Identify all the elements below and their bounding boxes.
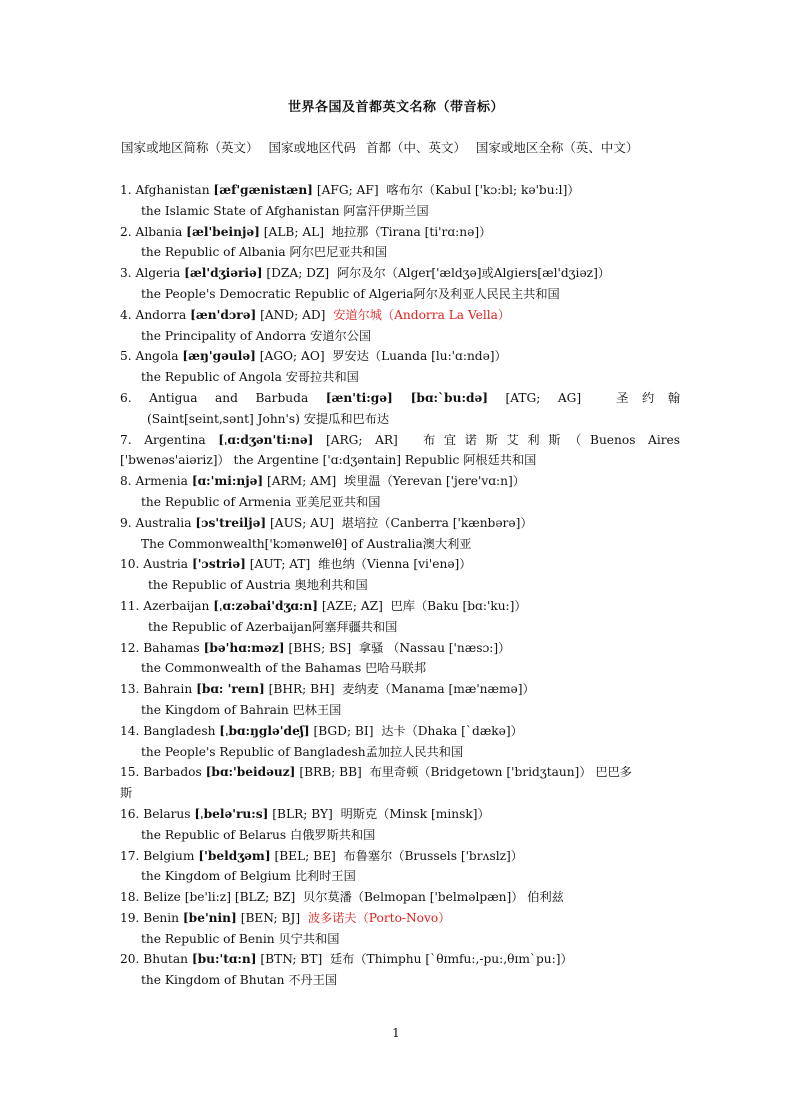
- country-code: [BEL; BE]: [274, 848, 336, 863]
- entry-main-line: [120, 721, 680, 742]
- country-name: Bahrain: [143, 682, 193, 697]
- entry-full-name: the Republic of Austria 奥地利共和国: [148, 578, 368, 593]
- entry-full-name: the Principality of Andorra 安道尔公国: [141, 328, 372, 343]
- capital: 堪培拉（Canberra ['kænbərə]）: [341, 515, 533, 530]
- country-entry: [120, 513, 680, 555]
- country-entry: [120, 471, 680, 513]
- capital: 阿尔及尔（Alger['ældʒə]或Algiers[æl'dʒiəz]）: [336, 266, 611, 281]
- country-code: [ARM; AM]: [267, 474, 337, 489]
- country-code: [ARG; AR]: [325, 432, 398, 447]
- entry-main-line: [120, 762, 680, 783]
- country-name: Bahamas: [143, 640, 200, 655]
- entry-main-line: [120, 305, 680, 326]
- country-name: Argentina: [144, 432, 206, 447]
- entry-full-name: the Islamic State of Afghanistan 阿富汗伊斯兰国: [141, 203, 429, 218]
- country-name: Bangladesh: [143, 723, 216, 738]
- capital: 布里奇顿（Bridgetown ['bridʒtaun]） 巴巴多: [369, 765, 632, 780]
- entry-full-name: (Saint[seint,sənt] John's) 安提瓜和巴布达: [147, 411, 390, 426]
- country-name: Belize: [143, 890, 181, 905]
- page-number: 1: [392, 1026, 400, 1040]
- phonetic: ['beldʒəm]: [198, 848, 271, 863]
- entry-main-line: [120, 513, 680, 534]
- phonetic: [æl'beinjə]: [186, 224, 260, 239]
- capital: 麦纳麦（Manama [mæ'næmə]）: [342, 682, 535, 697]
- entry-number: 9.: [120, 515, 132, 530]
- capital: 廷布（Thimphu [`θɪmfu:,-pu:,θɪm`pu:]）: [330, 952, 573, 967]
- entry-full-name: the Republic of Angola 安哥拉共和国: [141, 370, 359, 385]
- country-name: Albania: [135, 224, 183, 239]
- capital: 布宜诺斯艾利斯（Buenos Aires: [422, 432, 680, 447]
- entry-main-line: [120, 346, 680, 367]
- entry-number: 20.: [120, 952, 140, 967]
- country-name: Australia: [135, 515, 192, 530]
- country-entry: [120, 263, 680, 305]
- phonetic: [ɔs'treiljə]: [195, 515, 267, 530]
- capital: 布鲁塞尔（Brussels ['brʌslz]）: [343, 848, 523, 863]
- country-code: [ATG; AG]: [505, 390, 582, 405]
- country-entry: [120, 721, 680, 763]
- country-list: [120, 180, 680, 991]
- country-code: [AUT; AT]: [249, 557, 311, 572]
- capital: 明斯克（Minsk [minsk]）: [340, 806, 490, 821]
- entry-full-name: the Republic of Armenia 亚美尼亚共和国: [141, 494, 381, 509]
- phonetic: [be'nin]: [182, 910, 237, 925]
- entry-number: 12.: [120, 640, 140, 655]
- entry-full-name: the Republic of Belarus 白俄罗斯共和国: [141, 827, 376, 842]
- phonetic: [bu:'tɑ:n]: [191, 952, 257, 967]
- entry-main-line: [120, 887, 680, 908]
- entry-full-name: The Commonwealth['kɔmənwelθ] of Australia澳大利亚: [141, 536, 472, 551]
- country-code: [BHS; BS]: [288, 640, 352, 655]
- entry-number: 1.: [120, 183, 132, 197]
- country-entry: [120, 346, 680, 388]
- entry-main-line: [120, 908, 680, 929]
- entry-number: 16.: [120, 806, 140, 821]
- phonetic: [æŋ'gəulə]: [182, 349, 256, 364]
- phonetic: [be'li:z]: [184, 890, 231, 905]
- country-entry: [120, 596, 680, 638]
- country-entry: [120, 388, 680, 430]
- entry-main-line: [120, 846, 680, 867]
- country-code: [AGO; AO]: [259, 349, 325, 364]
- country-entry: [120, 305, 680, 347]
- entry-number: 13.: [120, 682, 140, 697]
- entry-main-line: [120, 554, 680, 575]
- country-entry: [120, 679, 680, 721]
- phonetic: [bɑ:'beidəuz]: [205, 765, 296, 780]
- entry-full-name: the Commonwealth of the Bahamas 巴哈马联邦: [141, 661, 427, 676]
- phonetic: [æn'ti:gə] [bɑ:`bu:də]: [325, 390, 488, 405]
- country-code: [BTN; BT]: [260, 952, 323, 967]
- phonetic: [æn'dɔrə]: [190, 307, 257, 322]
- country-name: Afghanistan: [135, 183, 210, 197]
- country-entry: [120, 222, 680, 264]
- entry-number: 11.: [120, 598, 140, 613]
- column-header: 国家或地区简称（英文） 国家或地区代码 首都（中、英文） 国家或地区全称（英、中文）: [121, 140, 639, 155]
- country-entry: [120, 846, 680, 888]
- country-name: Antigua and Barbuda: [149, 390, 309, 405]
- country-name: Armenia: [135, 474, 188, 489]
- entry-number: 8.: [120, 474, 132, 489]
- country-name: Andorra: [135, 307, 187, 322]
- entry-main-line: [120, 471, 680, 492]
- capital: 巴库（Baku [bɑ:'ku:]）: [390, 598, 527, 613]
- entry-full-name: the Kingdom of Bhutan 不丹王国: [141, 973, 338, 988]
- capital: 安道尔城（Andorra La Vella）: [333, 307, 511, 322]
- country-name: Angola: [135, 349, 179, 364]
- country-name: Bhutan: [143, 952, 188, 967]
- entry-full-name: the People's Democratic Republic of Algeria阿尔及利亚人民民主共和国: [141, 286, 560, 301]
- country-entry: [120, 887, 680, 908]
- phonetic: [bɑ: 'reɪn]: [196, 682, 265, 697]
- capital: 埃里温（Yerevan ['jere'vɑ:n]）: [344, 474, 525, 489]
- capital: 地拉那（Tirana [ti'rɑ:nə]）: [331, 224, 492, 239]
- entry-main-line: [120, 222, 680, 243]
- entry-main-line: [120, 388, 680, 409]
- entry-number: 18.: [120, 890, 140, 905]
- capital: 喀布尔（Kabul ['kɔ:bl; kə'bu:l]）: [386, 183, 580, 197]
- capital: 达卡（Dhaka [`dækə]）: [381, 723, 523, 738]
- country-entry: [120, 908, 680, 950]
- entry-number: 4.: [120, 307, 132, 322]
- country-name: Azerbaijan: [143, 598, 210, 613]
- phonetic: [æf'gænistæn]: [213, 183, 313, 197]
- country-code: [DZA; DZ]: [266, 266, 330, 281]
- entry-number: 19.: [120, 910, 140, 925]
- entry-full-name: the Kingdom of Belgium 比利时王国: [141, 869, 356, 884]
- entry-number: 5.: [120, 349, 132, 364]
- entry-full-name: the People's Republic of Bangladesh孟加拉人民共和国: [141, 744, 464, 759]
- entry-main-line: [120, 596, 680, 617]
- entry-number: 2.: [120, 224, 132, 239]
- country-entry: [120, 180, 680, 222]
- phonetic: [æl'dʒiəriə]: [184, 266, 263, 281]
- country-code: [AUS; AU]: [270, 515, 334, 530]
- page-title: 世界各国及首都英文名称（带音标）: [287, 100, 504, 115]
- country-name: Belgium: [143, 848, 195, 863]
- entry-main-line: [120, 949, 680, 970]
- phonetic: [bə'hɑ:məz]: [203, 640, 285, 655]
- phonetic: [ɑ:'mi:njə]: [191, 474, 264, 489]
- country-entry: [120, 430, 680, 472]
- country-entry: [120, 949, 680, 991]
- entry-full-name: the Kingdom of Bahrain 巴林王国: [141, 702, 342, 717]
- country-code: [BGD; BI]: [313, 723, 374, 738]
- capital: 圣约翰: [616, 390, 680, 405]
- country-code: [BEN; BJ]: [240, 910, 301, 925]
- country-name: Austria: [143, 557, 189, 572]
- entry-number: 17.: [120, 848, 140, 863]
- entry-full-name: the Republic of Azerbaijan阿塞拜疆共和国: [148, 619, 398, 634]
- entry-full-name: ['bwenəs'aiəriz]） the Argentine ['ɑ:dʒəntain] Republic 阿根廷共和国: [120, 453, 537, 468]
- country-code: [AND; AD]: [260, 307, 326, 322]
- entry-main-line: [120, 430, 680, 451]
- phonetic: [ˌɑ:zəbai'dʒɑ:n]: [213, 598, 319, 613]
- entry-full-name: the Republic of Benin 贝宁共和国: [141, 931, 340, 946]
- country-name: Benin: [143, 910, 180, 925]
- country-entry: [120, 762, 680, 804]
- country-name: Barbados: [143, 765, 202, 780]
- phonetic: [ˌɑ:dʒən'ti:nə]: [218, 432, 314, 447]
- entry-main-line: [120, 804, 680, 825]
- country-entry: [120, 554, 680, 596]
- country-entry: [120, 804, 680, 846]
- phonetic: ['ɔstriə]: [191, 557, 246, 572]
- entry-number: 10.: [120, 557, 140, 572]
- entry-full-name: the Republic of Albania 阿尔巴尼亚共和国: [141, 245, 388, 260]
- capital: 维也纳（Vienna [vi'enə]）: [318, 557, 472, 572]
- entry-number: 14.: [120, 723, 140, 738]
- phonetic: [ˌbɑ:ŋglə'deʃ]: [219, 723, 310, 738]
- entry-main-line: [120, 263, 680, 284]
- country-code: [BLZ; BZ]: [234, 890, 296, 905]
- entry-full-name: 斯: [120, 786, 133, 801]
- capital: 拿骚 （Nassau ['næsɔ:]）: [358, 640, 511, 655]
- entry-number: 3.: [120, 266, 132, 281]
- entry-main-line: [120, 180, 680, 201]
- entry-number: 6.: [120, 390, 132, 405]
- country-code: [AZE; AZ]: [321, 598, 383, 613]
- capital: 贝尔莫潘（Belmopan ['belməlpæn]） 伯利兹: [303, 890, 564, 905]
- entry-main-line: [120, 638, 680, 659]
- country-entry: [120, 638, 680, 680]
- country-code: [AFG; AF]: [316, 183, 379, 197]
- country-code: [BLR; BY]: [272, 806, 333, 821]
- entry-main-line: [120, 679, 680, 700]
- capital: 波多诺夫（Porto-Novo）: [307, 910, 451, 925]
- country-code: [ALB; AL]: [263, 224, 325, 239]
- phonetic: [ˌbelə'ru:s]: [194, 806, 269, 821]
- country-name: Algeria: [135, 266, 181, 281]
- country-name: Belarus: [143, 806, 191, 821]
- entry-number: 7.: [120, 432, 132, 447]
- country-code: [BHR; BH]: [268, 682, 335, 697]
- entry-number: 15.: [120, 765, 140, 780]
- country-code: [BRB; BB]: [299, 765, 362, 780]
- capital: 罗安达（Luanda [lu:'ɑ:ndə]）: [332, 349, 507, 364]
